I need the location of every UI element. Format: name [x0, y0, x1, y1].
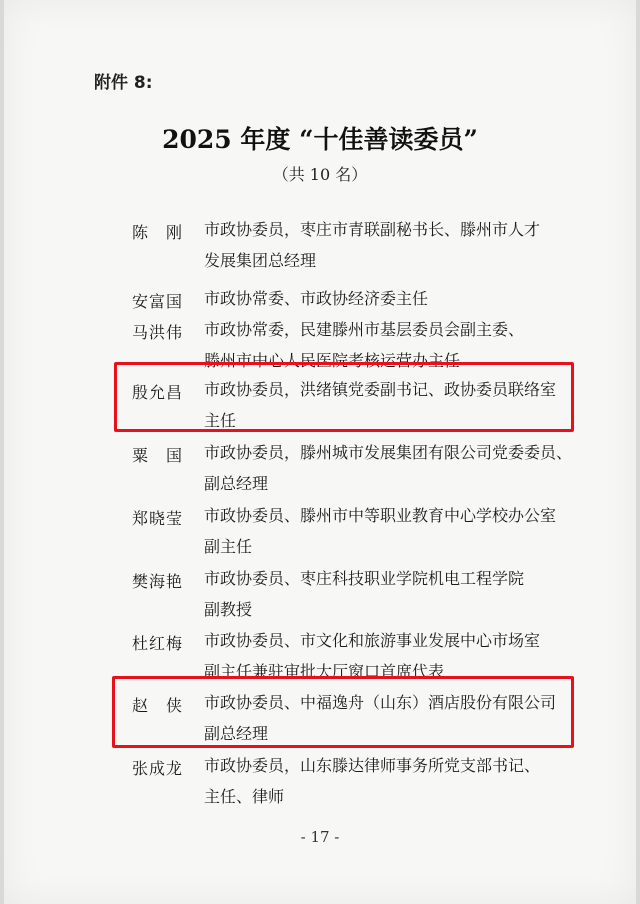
description-line: 市政协委员、滕州市中等职业教育中心学校办公室 — [204, 506, 557, 525]
description-line: 市政协常委，民建滕州市基层委员会副主委、 — [204, 320, 525, 339]
member-description — [204, 214, 584, 276]
page-title: 2025 年度 “十佳善读委员” — [162, 125, 478, 154]
description-line: 发展集团总经理 — [204, 251, 317, 270]
member-name: 殷允昌 — [132, 383, 184, 402]
member-description — [204, 750, 584, 812]
page-number: - 17 - — [300, 828, 340, 846]
member-list — [4, 0, 636, 904]
description-line: 市政协委员，山东滕达律师事务所党支部书记、 — [204, 756, 541, 775]
description-line: 副总经理 — [204, 724, 269, 743]
description-line: 市政协委员，洪绪镇党委副书记、政协委员联络室 — [204, 380, 557, 399]
member-name: 陈 刚 — [132, 223, 184, 242]
document-page — [4, 0, 636, 904]
highlight-box — [112, 676, 574, 748]
description-line: 副总经理 — [204, 474, 269, 493]
member-name: 樊海艳 — [132, 572, 184, 591]
member-name: 赵 侠 — [132, 696, 184, 715]
member-description — [204, 437, 584, 499]
description-line: 主任 — [204, 411, 237, 430]
description-line: 主任、律师 — [204, 787, 285, 806]
description-line: 副主任兼驻审批大厅窗口首席代表 — [204, 662, 445, 681]
description-line: 滕州市中心人民医院考核运营办主任 — [204, 351, 461, 370]
member-name: 郑晓莹 — [132, 509, 184, 528]
member-description — [204, 283, 584, 314]
description-line: 副主任 — [204, 537, 253, 556]
highlight-box — [114, 362, 574, 432]
description-line: 市政协委员、枣庄科技职业学院机电工程学院 — [204, 569, 525, 588]
member-description — [204, 500, 584, 562]
description-line: 市政协委员、中福逸舟（山东）酒店股份有限公司 — [204, 693, 557, 712]
attachment-label: 附件 8: — [94, 73, 153, 93]
page-subtitle: （共 10 名） — [272, 165, 368, 184]
member-description — [204, 563, 584, 625]
description-line: 副教授 — [204, 600, 253, 619]
member-name: 马洪伟 — [132, 323, 184, 342]
description-line: 市政协常委、市政协经济委主任 — [204, 289, 429, 308]
member-name: 张成龙 — [132, 759, 184, 778]
description-line: 市政协委员，枣庄市青联副秘书长、滕州市人才 — [204, 220, 541, 239]
member-name: 杜红梅 — [132, 634, 184, 653]
description-line: 市政协委员，滕州城市发展集团有限公司党委委员、 — [204, 443, 573, 462]
description-line: 市政协委员、市文化和旅游事业发展中心市场室 — [204, 631, 541, 650]
member-name: 粟 国 — [132, 446, 184, 465]
member-name: 安富国 — [132, 292, 184, 311]
